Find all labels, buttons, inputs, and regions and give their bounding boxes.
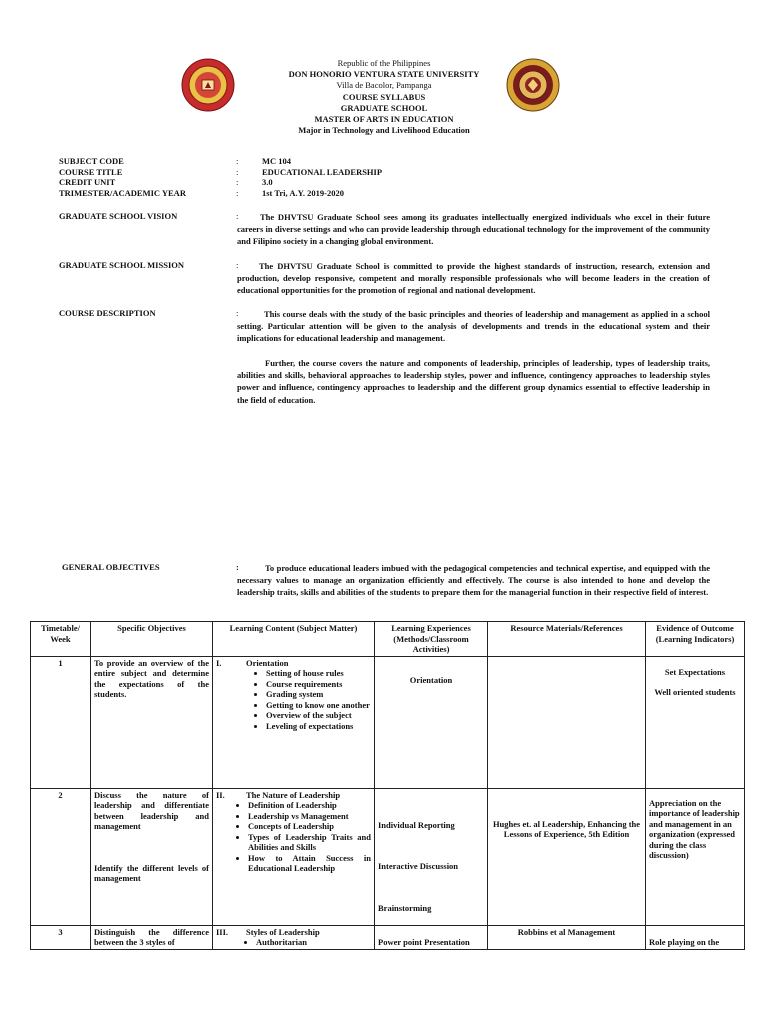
experience-cell bbox=[375, 788, 488, 925]
resource-text: Hughes et. al Leadership, Enhancing the Lessons of Experience, 5th Edition bbox=[492, 818, 641, 839]
evidence-text: Role playing on the bbox=[649, 936, 720, 947]
header-school: GRADUATE SCHOOL bbox=[340, 102, 428, 113]
content-cell bbox=[213, 925, 375, 949]
colon: : bbox=[236, 308, 239, 318]
evidence-text: Set Expectations bbox=[664, 666, 726, 677]
header-republic: Republic of the Philippines bbox=[337, 58, 431, 68]
table-header-row bbox=[31, 622, 745, 657]
experience-text: Orientation bbox=[409, 674, 453, 685]
evidence-cell bbox=[646, 656, 745, 788]
table-row bbox=[31, 656, 745, 788]
subject-code-label: SUBJECT CODE bbox=[59, 156, 124, 166]
list-item: • Grading system bbox=[266, 689, 371, 700]
evidence-cell bbox=[646, 925, 745, 949]
resource-cell bbox=[488, 925, 646, 949]
list-item: • Leadership vs Management bbox=[248, 811, 371, 822]
evidence-cell bbox=[646, 788, 745, 925]
content-heading bbox=[216, 927, 371, 938]
list-item: • Overview of the subject bbox=[266, 710, 371, 721]
trimester-value: 1st Tri, A.Y. 2019-2020 bbox=[262, 188, 345, 198]
course-description-text: This course deals with the study of the basic principles and theories of leadership and management as applied in a school setting. Particular attention will be given to the analysis of developments and trends in the educational system and their implications for educational leadership and management. bbox=[237, 309, 710, 344]
content-title: Orientation bbox=[246, 657, 289, 668]
week-cell: 1 bbox=[31, 656, 91, 788]
list-item: • Setting of house rules bbox=[266, 668, 371, 679]
colon: : bbox=[236, 562, 239, 572]
content-cell bbox=[213, 788, 375, 925]
objective-text: Discuss the nature of leadership and differentiate between leadership and management bbox=[94, 789, 209, 831]
experience-text: Interactive Discussion bbox=[378, 861, 459, 871]
trimester-label: TRIMESTER/ACADEMIC YEAR bbox=[59, 188, 186, 198]
resource-text: Robbins et al Management bbox=[517, 926, 616, 937]
objective-cell: To provide an overview of the entire subject and determine the expectations of the students. bbox=[91, 656, 213, 788]
course-title-value: EDUCATIONAL LEADERSHIP bbox=[262, 167, 383, 177]
colon: : bbox=[236, 188, 239, 198]
header-learning-content: Learning Content (Subject Matter) bbox=[213, 622, 375, 657]
mission-label: GRADUATE SCHOOL MISSION bbox=[59, 260, 185, 270]
header-timetable: Timetable/ Week bbox=[31, 622, 91, 657]
header-specific-objectives: Specific Objectives bbox=[91, 622, 213, 657]
credit-unit-label: CREDIT UNIT bbox=[59, 177, 116, 187]
list-item: • Types of Leadership Traits and Abilities and Skills bbox=[248, 832, 371, 853]
experience-cell bbox=[375, 925, 488, 949]
mission-text: The DHVTSU Graduate School is committed to provide the highest standards of instruction, research, extension and production, develop responsive, competent and morally responsible professionals who will become leaders in the creation of educational opportunities for the promotion of regional and national development. bbox=[237, 261, 710, 296]
content-number: III. bbox=[216, 926, 229, 937]
table-row bbox=[31, 925, 745, 949]
content-title: The Nature of Leadership bbox=[246, 789, 341, 800]
credit-unit-value: 3.0 bbox=[262, 177, 273, 187]
list-item: • Authoritarian bbox=[256, 937, 371, 948]
general-objectives-label: GENERAL OBJECTIVES bbox=[62, 562, 160, 572]
objective-cell bbox=[91, 788, 213, 925]
course-description-label: COURSE DESCRIPTION bbox=[59, 308, 156, 318]
table-row bbox=[31, 788, 745, 925]
list-item: • Leveling of expectations bbox=[266, 721, 371, 732]
colon: : bbox=[236, 177, 239, 187]
header-program: MASTER OF ARTS IN EDUCATION bbox=[314, 114, 454, 125]
content-number: II. bbox=[216, 789, 225, 800]
week-cell: 2 bbox=[31, 788, 91, 925]
header-major: Major in Technology and Livelihood Education bbox=[298, 125, 470, 136]
evidence-text: Well oriented students bbox=[654, 687, 736, 697]
list-item: • Getting to know one another bbox=[266, 700, 371, 711]
content-cell bbox=[213, 656, 375, 788]
list-item: • Definition of Leadership bbox=[248, 800, 371, 811]
colon: : bbox=[236, 156, 239, 166]
vision-text: The DHVTSU Graduate School sees among its graduates intellectually energized individuals who excel in their future careers in diverse settings and who can provide leadership through educational technology for the improvement of the community and Filipino society in a changing global environment. bbox=[237, 212, 710, 247]
header-location: Villa de Bacolor, Pampanga bbox=[336, 80, 432, 91]
objective-cell: Distinguish the difference between the 3 styles of bbox=[91, 925, 213, 949]
general-objectives-text: To produce educational leaders imbued with the pedagogical competencies and technical expertise, and equipped with the necessary values to manage an organization efficiently and effectively. The course is also intended to hone and develop the leadership traits, skills and abilities of the students to prepare them for the managerial function in their respective field of interest. bbox=[237, 563, 710, 598]
experience-text: Individual Reporting bbox=[378, 819, 455, 830]
course-title-label: COURSE TITLE bbox=[59, 167, 123, 177]
header-university: DON HONORIO VENTURA STATE UNIVERSITY bbox=[288, 69, 480, 80]
course-description-text-2: Further, the course covers the nature and components of leadership, principles of leadership, types of leadership traits, abilities and skills, behavioral approaches to leadership styles, power and influence, contingency approaches to leadership styles power and influence, contingency approaches to leadership and the different group dynamics essential to effective leadership in the field of education. bbox=[237, 358, 710, 405]
list-item: • Concepts of Leadership bbox=[248, 821, 371, 832]
evidence-text: Appreciation on the importance of leadership and management in an organization (expressed during the class discussion) bbox=[649, 797, 740, 860]
resource-cell bbox=[488, 788, 646, 925]
syllabus-table bbox=[30, 621, 745, 950]
list-item: • Course requirements bbox=[266, 679, 371, 690]
resource-cell bbox=[488, 656, 646, 788]
objective-text: Identify the different levels of management bbox=[94, 862, 209, 883]
experience-text: Power point Presentation bbox=[378, 936, 470, 947]
colon: : bbox=[236, 211, 239, 221]
content-number: I. bbox=[216, 657, 222, 668]
week-cell: 3 bbox=[31, 925, 91, 949]
content-heading bbox=[216, 658, 371, 669]
header-learning-experiences: Learning Experiences (Methods/Classroom Activities) bbox=[375, 622, 488, 657]
vision-label: GRADUATE SCHOOL VISION bbox=[59, 211, 178, 221]
colon: : bbox=[236, 260, 239, 270]
header-evidence-of-outcome: Evidence of Outcome (Learning Indicators) bbox=[646, 622, 745, 657]
subject-code-value: MC 104 bbox=[262, 156, 292, 166]
colon: : bbox=[236, 167, 239, 177]
document-header bbox=[200, 58, 568, 136]
header-doc-type: COURSE SYLLABUS bbox=[342, 91, 426, 102]
experience-text: Brainstorming bbox=[378, 902, 432, 913]
header-resource-materials: Resource Materials/References bbox=[488, 622, 646, 657]
content-title: Styles of Leadership bbox=[246, 926, 320, 937]
experience-cell bbox=[375, 656, 488, 788]
list-item: • How to Attain Success in Educational Leadership bbox=[248, 853, 371, 874]
content-heading bbox=[216, 790, 371, 801]
